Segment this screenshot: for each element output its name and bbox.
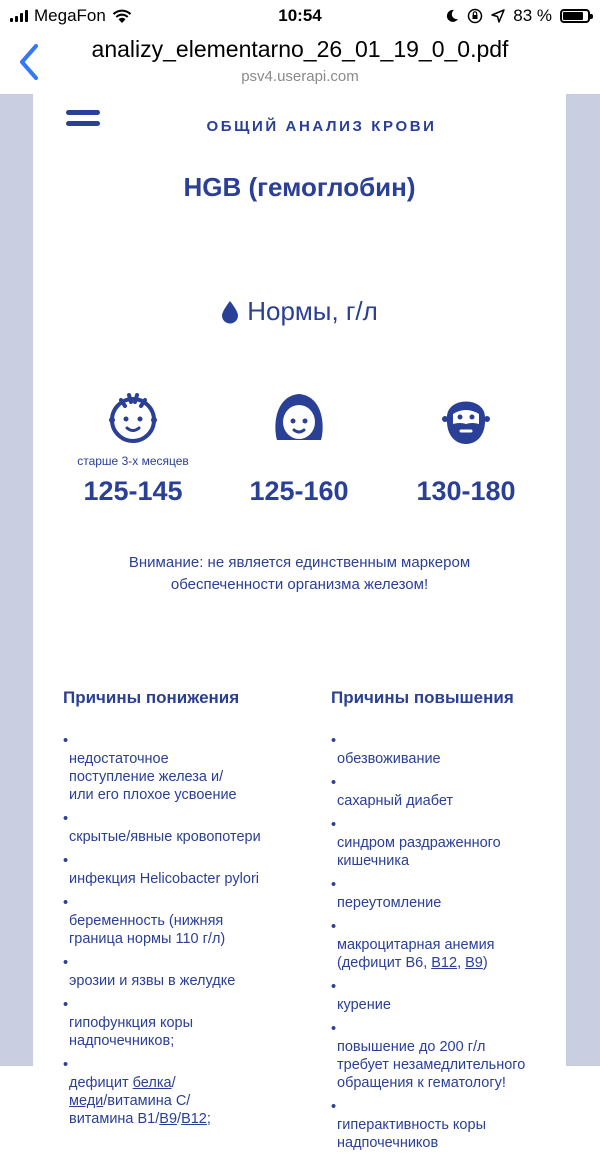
- list-item: • гипофункция коры надпочечников;: [63, 996, 313, 1050]
- status-right: [445, 6, 590, 26]
- list-item: • недостаточное поступление железа и/ или его плохое усвоение: [63, 732, 313, 804]
- pdf-viewport[interactable]: [0, 94, 600, 1151]
- norms-heading: [33, 296, 566, 327]
- carrier-name: MegaFon: [34, 6, 106, 25]
- norm-woman-range: 125-160: [249, 476, 349, 506]
- norm-man: [386, 386, 546, 507]
- moon-icon: [445, 9, 459, 23]
- increase-heading: Причины повышения: [331, 688, 514, 707]
- decrease-heading: Причины понижения: [63, 688, 240, 707]
- norm-woman: [219, 386, 379, 507]
- decrease-list: [63, 732, 313, 1128]
- blood-drop-icon: [221, 300, 239, 324]
- man-face-icon: [436, 386, 496, 448]
- list-item: • беременность (нижняя граница нормы 110 г/л): [63, 894, 313, 948]
- link-b9[interactable]: В9: [465, 955, 483, 971]
- list-item: • гиперактивность коры надпочечников: [331, 1098, 561, 1152]
- orientation-lock-icon: [467, 8, 483, 24]
- link-b12[interactable]: В12: [431, 955, 458, 971]
- norm-child-range: 125-145: [83, 476, 183, 506]
- increase-list: [331, 732, 561, 1152]
- list-item: • инфекция Helicobacter pylori: [63, 852, 313, 888]
- warning-line-2: обеспеченности организма железом!: [170, 576, 429, 593]
- list-item: • сахарный диабет: [331, 774, 561, 810]
- norms-heading-text: Нормы, г/л: [247, 296, 378, 326]
- status-bar: [0, 0, 600, 32]
- battery-icon: [560, 9, 590, 23]
- navigation-bar: [0, 32, 600, 94]
- list-item: • макроцитарная анемия (дефицит В6, В12, В9): [331, 918, 561, 972]
- norm-man-range: 130-180: [416, 476, 516, 506]
- warning-line-1: Внимание: не является единственным маркером: [128, 554, 471, 571]
- increase-causes: [331, 688, 561, 1158]
- norms-people: [33, 386, 566, 526]
- list-item: • обезвоживание: [331, 732, 561, 768]
- doc-title: HGB (гемоглобин): [183, 172, 416, 202]
- list-item: • переутомление: [331, 876, 561, 912]
- doc-header: ОБЩИЙ АНАЛИЗ КРОВИ: [206, 118, 437, 135]
- norm-child: [53, 386, 213, 507]
- link-copper[interactable]: меди: [69, 1093, 104, 1109]
- list-item: • повышение до 200 г/л требует незамедлительного обращения к гематологу!: [331, 1020, 561, 1092]
- list-item: • курение: [331, 978, 561, 1014]
- link-b12[interactable]: В12: [181, 1111, 207, 1127]
- link-protein[interactable]: белка: [132, 1075, 172, 1091]
- child-face-icon: [103, 386, 163, 448]
- document-filename: analizy_elementarno_26_01_19_0_0.pdf: [91, 36, 509, 62]
- list-item: • дефицит белка/ меди/витамина С/ витамина В1/В9/В12;: [63, 1056, 313, 1128]
- list-item: • эрозии и язвы в желудке: [63, 954, 313, 990]
- list-item: • скрытые/явные кровопотери: [63, 810, 313, 846]
- location-arrow-icon: [491, 9, 505, 23]
- pdf-page: [33, 94, 566, 1151]
- norm-woman-note: [219, 454, 379, 470]
- document-host: psv4.userapi.com: [241, 68, 359, 85]
- list-item: • синдром раздраженного кишечника: [331, 816, 561, 870]
- status-time: 10:54: [278, 6, 322, 25]
- woman-face-icon: [267, 386, 331, 448]
- decrease-causes: [63, 688, 313, 1134]
- norm-child-note: старше 3-х месяцев: [77, 454, 189, 468]
- norm-man-note: [386, 454, 546, 470]
- warning-text: [33, 552, 566, 596]
- link-b9[interactable]: В9: [159, 1111, 178, 1127]
- battery-percent: 83 %: [513, 6, 552, 25]
